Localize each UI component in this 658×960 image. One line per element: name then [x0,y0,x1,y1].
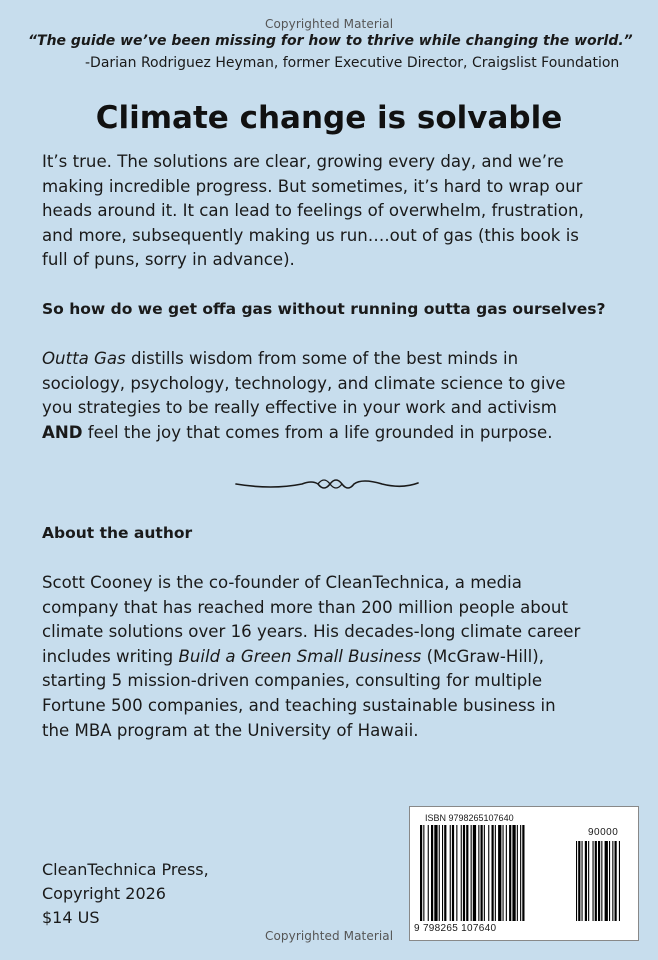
intro-line: and more, subsequently making us run….out of gas (this book is [42,225,579,245]
publisher-name: CleanTechnica Press, [42,860,209,879]
question-heading: So how do we get offa gas without running outta gas ourselves? [42,300,606,318]
barcode-bars-icon [418,825,630,925]
intro-line: It’s true. The solutions are clear, growing every day, and we’re [42,152,564,171]
intro-line: making incredible progress. But sometimes, it’s hard to wrap our [42,176,583,196]
bio-line: starting 5 mission-driven companies, consulting for multiple [42,671,543,691]
pitch-line: you strategies to be really effective in your work and activism [42,398,557,418]
bio-text: (McGraw-Hill), [421,646,544,666]
emphasis-bold: AND [42,422,83,442]
bio-line: the MBA program at the University of Hawaii. [42,720,419,740]
endorsement-quote: “The guide we’ve been missing for how to thrive while changing the world.” [28,33,633,49]
bio-line: climate solutions over 16 years. His decades-long climate career [42,622,581,642]
barcode-digits: 9 798265 107640 [414,923,497,934]
endorsement-attribution: -Darian Rodriguez Heyman, former Executive Director, Craigslist Foundation [85,55,620,71]
intro-line: full of puns, sorry in advance). [42,250,295,270]
pitch-line [42,347,632,372]
pitch-text: feel the joy that comes from a life grounded in purpose. [82,422,553,442]
page-title: Climate change is solvable [95,100,563,136]
bio-text: includes writing [42,646,179,666]
about-heading: About the author [42,524,193,542]
book-title-italic: Build a Green Small Business [178,646,422,666]
copyright-watermark-top: Copyrighted Material [265,17,394,31]
intro-line: heads around it. It can lead to feelings of overwhelm, frustration, [42,201,584,221]
author-bio [42,571,632,743]
bio-line: Fortune 500 companies, and teaching sustainable business in [42,695,556,715]
copyright-year: Copyright 2026 [42,884,166,903]
isbn-barcode [409,806,639,941]
pitch-text: distills wisdom from some of the best minds in [125,349,519,368]
intro-paragraph [42,150,632,273]
flourish-ornament-icon [232,470,422,496]
pitch-line [42,421,632,446]
pitch-line: sociology, psychology, technology, and climate science to give [42,373,566,393]
pitch-paragraph [42,347,632,445]
bio-line [42,645,632,670]
price-code: 90000 [588,827,619,838]
bio-line: company that has reached more than 200 million people about [42,597,568,617]
book-title-italic: Outta Gas [42,349,126,368]
publisher-info [42,858,209,930]
bio-line: Scott Cooney is the co-founder of CleanTechnica, a media [42,573,522,592]
isbn-label: ISBN 9798265107640 [425,813,514,823]
price: $14 US [42,908,100,927]
copyright-watermark-bottom: Copyrighted Material [265,929,394,943]
